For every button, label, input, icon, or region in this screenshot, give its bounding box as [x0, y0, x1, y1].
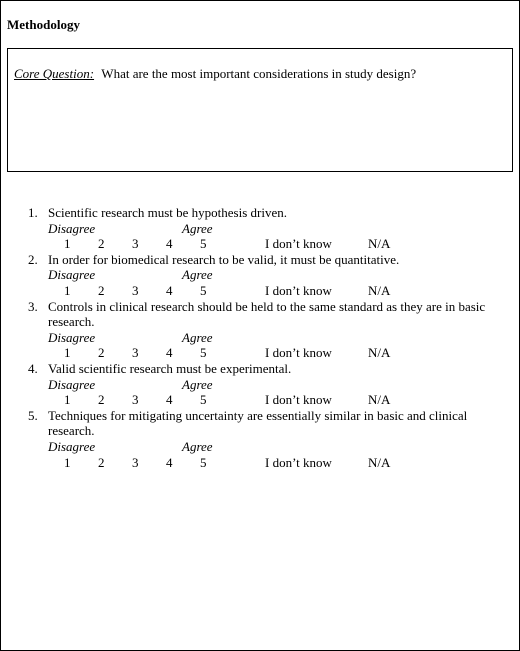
question-text: Valid scientific research must be experimental.	[48, 360, 292, 376]
question-number: 5.	[28, 407, 38, 423]
rating-option-2[interactable]: 2	[98, 236, 105, 252]
rating-scale	[1, 455, 520, 471]
scale-labels	[1, 330, 520, 346]
rating-scale	[1, 345, 520, 361]
rating-option-5[interactable]: 5	[200, 236, 207, 252]
rating-option-4[interactable]: 4	[166, 392, 173, 408]
rating-scale	[1, 283, 520, 299]
agree-label: Agree	[182, 376, 213, 392]
rating-option-5[interactable]: 5	[200, 345, 207, 361]
dont-know-option[interactable]: I don’t know	[265, 282, 332, 298]
rating-scale	[1, 236, 520, 252]
agree-label: Agree	[182, 438, 213, 454]
rating-option-2[interactable]: 2	[98, 282, 105, 298]
question-item	[1, 252, 520, 299]
core-question-box	[7, 48, 513, 172]
rating-option-4[interactable]: 4	[166, 282, 173, 298]
question-item	[1, 408, 520, 470]
dont-know-option[interactable]: I don’t know	[265, 236, 332, 252]
na-option[interactable]: N/A	[368, 282, 391, 298]
dont-know-option[interactable]: I don’t know	[265, 392, 332, 408]
rating-option-3[interactable]: 3	[132, 345, 139, 361]
question-number: 2.	[28, 251, 38, 267]
disagree-label: Disagree	[48, 376, 96, 392]
na-option[interactable]: N/A	[368, 392, 391, 408]
question-item	[1, 361, 520, 408]
question-list	[1, 205, 520, 470]
rating-option-1[interactable]: 1	[64, 454, 71, 470]
agree-label: Agree	[182, 220, 213, 236]
rating-option-3[interactable]: 3	[132, 282, 139, 298]
core-question	[14, 66, 416, 82]
rating-option-3[interactable]: 3	[132, 236, 139, 252]
question-item	[1, 299, 520, 361]
question-text: Scientific research must be hypothesis driven.	[48, 205, 287, 220]
rating-option-5[interactable]: 5	[200, 454, 207, 470]
agree-label: Agree	[182, 267, 213, 283]
agree-label: Agree	[182, 329, 213, 345]
scale-labels	[1, 267, 520, 283]
na-option[interactable]: N/A	[368, 236, 391, 252]
question-text: Controls in clinical research should be held to the same standard as they are in basic research.	[48, 298, 486, 330]
question-number: 1.	[28, 205, 38, 220]
core-question-label: Core Question:	[14, 66, 95, 81]
rating-option-2[interactable]: 2	[98, 454, 105, 470]
rating-option-4[interactable]: 4	[166, 454, 173, 470]
rating-option-4[interactable]: 4	[166, 345, 173, 361]
scale-labels	[1, 439, 520, 455]
dont-know-option[interactable]: I don’t know	[265, 345, 332, 361]
disagree-label: Disagree	[48, 329, 96, 345]
rating-option-5[interactable]: 5	[200, 282, 207, 298]
rating-option-1[interactable]: 1	[64, 282, 71, 298]
na-option[interactable]: N/A	[368, 454, 391, 470]
rating-option-2[interactable]: 2	[98, 345, 105, 361]
scale-labels	[1, 377, 520, 393]
core-question-text: What are the most important considerations in study design?	[101, 66, 417, 81]
question-number: 3.	[28, 298, 38, 314]
disagree-label: Disagree	[48, 267, 96, 283]
disagree-label: Disagree	[48, 438, 96, 454]
rating-option-1[interactable]: 1	[64, 236, 71, 252]
dont-know-option[interactable]: I don’t know	[265, 454, 332, 470]
scale-labels	[1, 221, 520, 237]
rating-option-3[interactable]: 3	[132, 392, 139, 408]
rating-option-4[interactable]: 4	[166, 236, 173, 252]
rating-option-5[interactable]: 5	[200, 392, 207, 408]
rating-option-1[interactable]: 1	[64, 345, 71, 361]
question-text: Techniques for mitigating uncertainty are essentially similar in basic and clinical research.	[48, 407, 468, 439]
na-option[interactable]: N/A	[368, 345, 391, 361]
rating-scale	[1, 392, 520, 408]
section-title: Methodology	[7, 17, 80, 32]
question-item	[1, 205, 520, 252]
rating-option-1[interactable]: 1	[64, 392, 71, 408]
disagree-label: Disagree	[48, 220, 96, 236]
question-text: In order for biomedical research to be valid, it must be quantitative.	[48, 251, 400, 267]
rating-option-2[interactable]: 2	[98, 392, 105, 408]
rating-option-3[interactable]: 3	[132, 454, 139, 470]
question-number: 4.	[28, 360, 38, 376]
